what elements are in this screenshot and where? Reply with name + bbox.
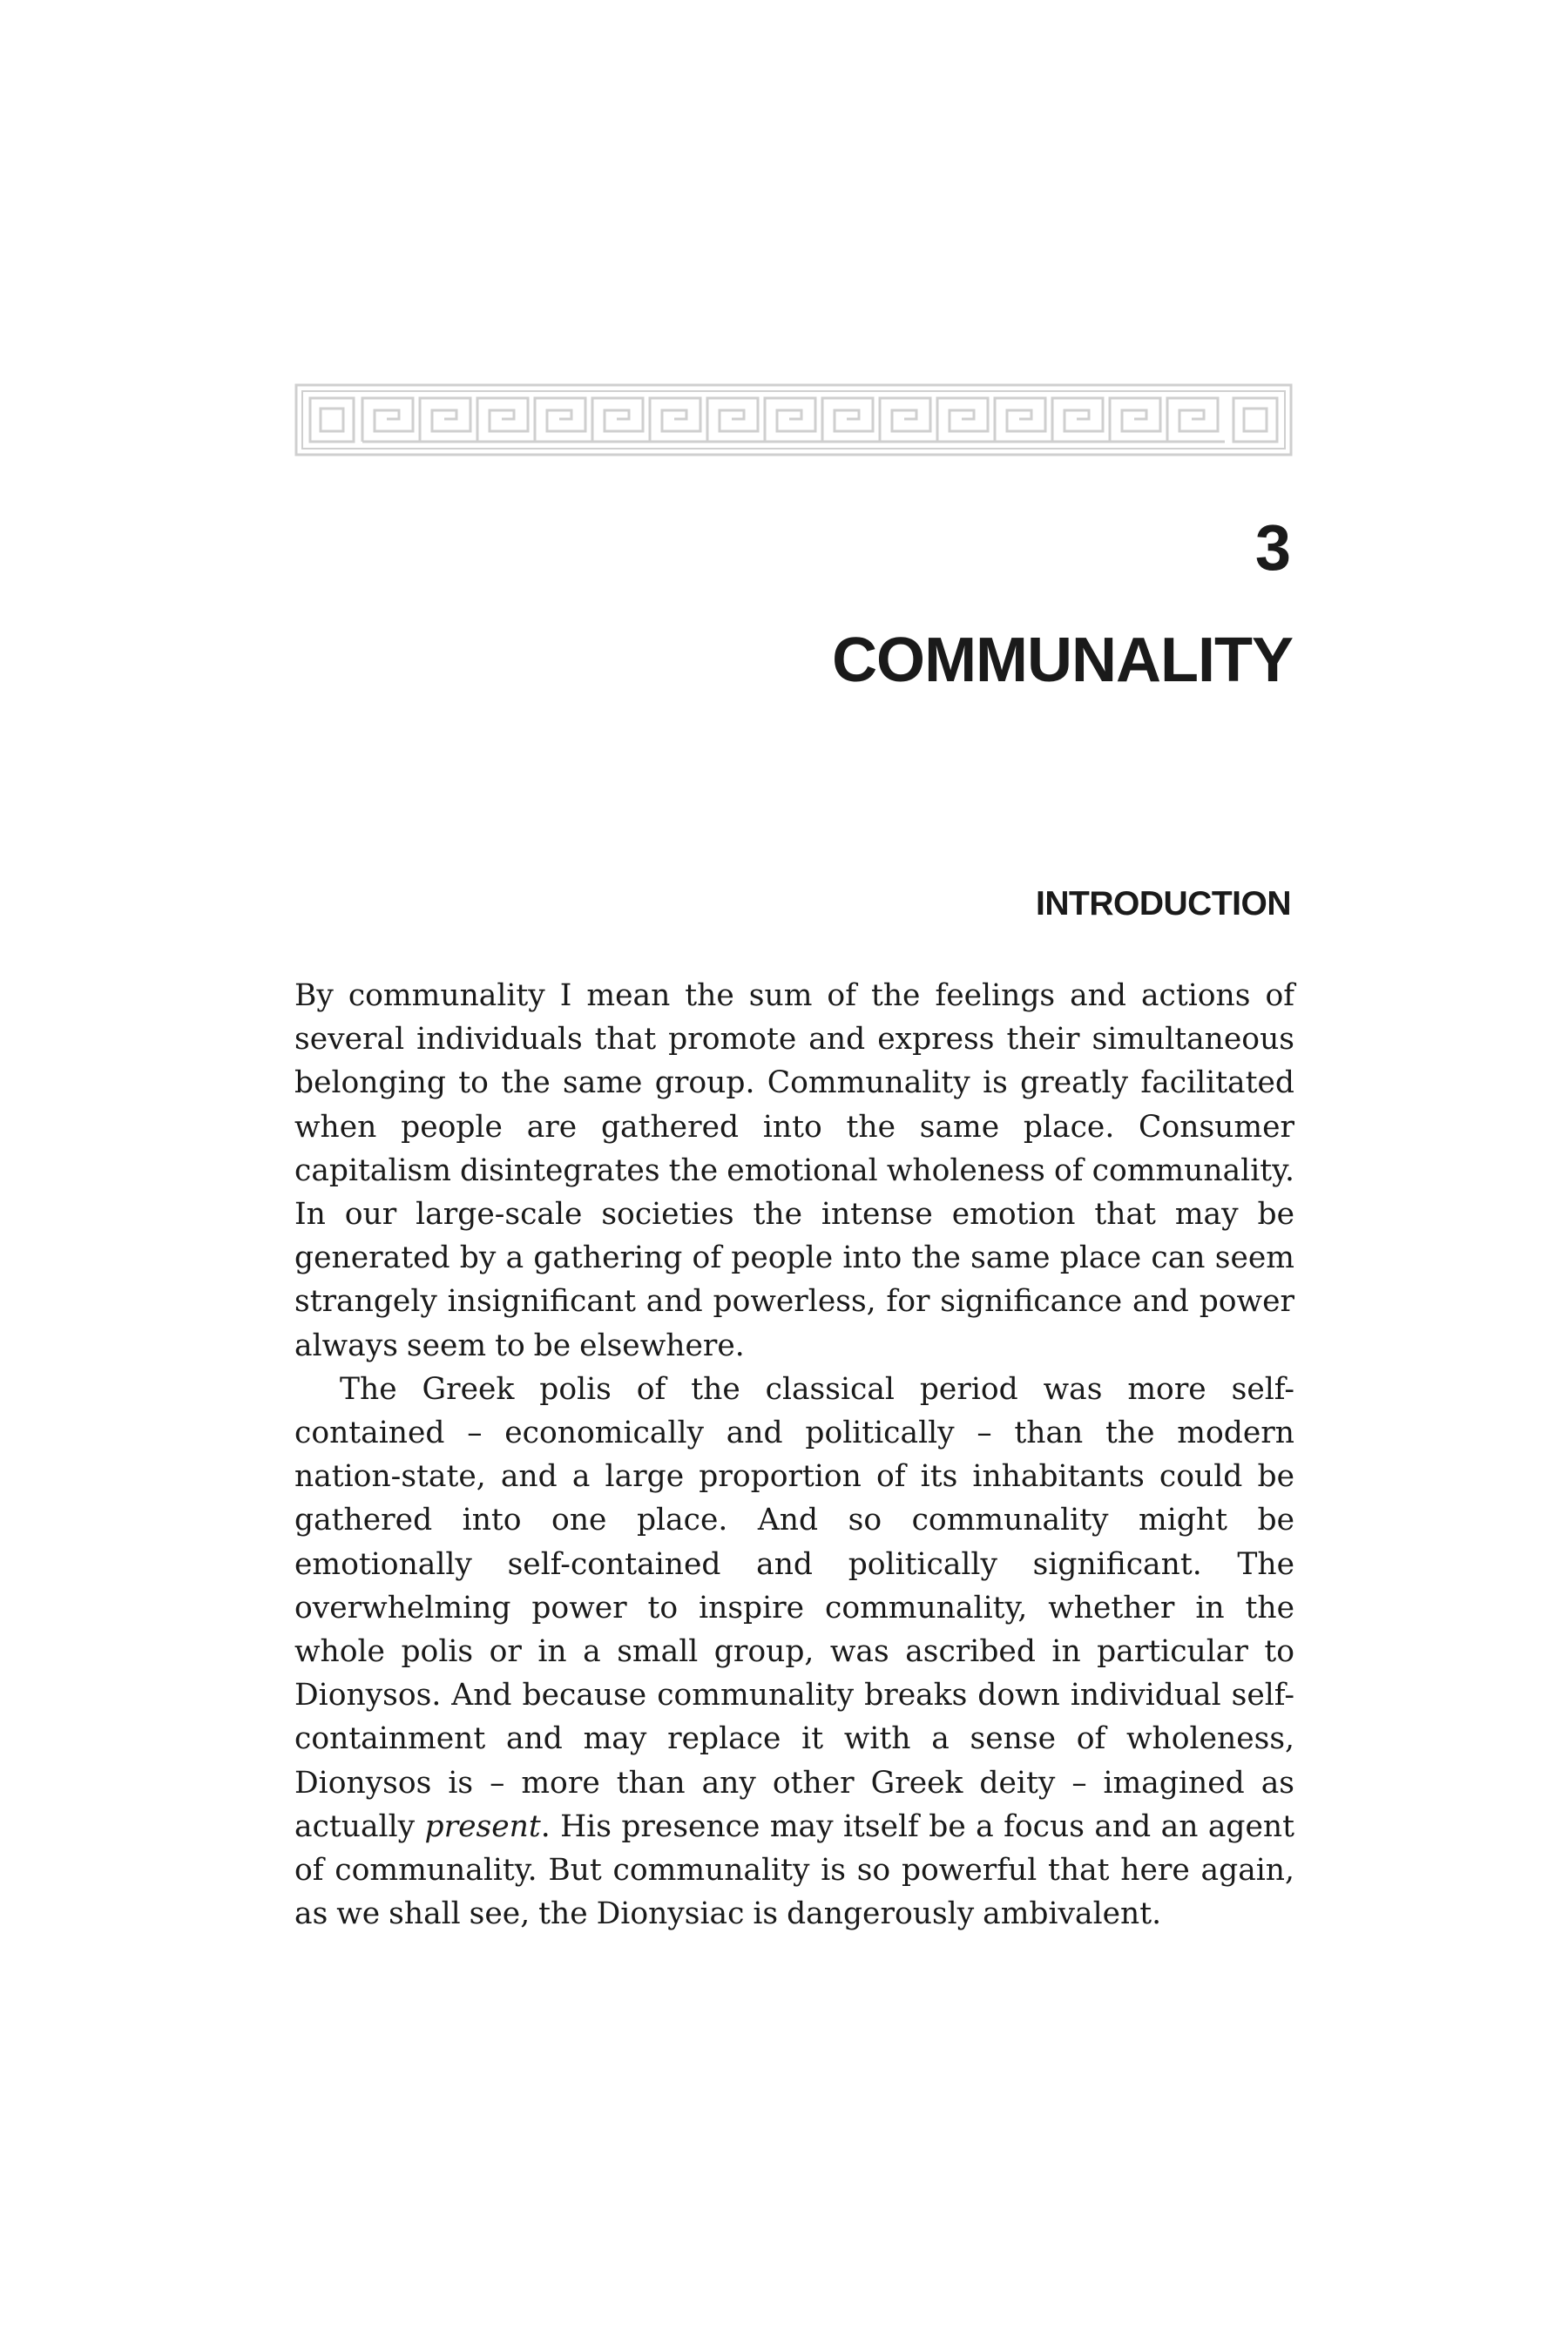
meander-unit	[880, 398, 930, 442]
meander-unit	[822, 398, 873, 442]
meander-unit	[765, 398, 815, 442]
meander-unit	[535, 398, 585, 442]
meander-unit	[707, 398, 758, 442]
meander-ornament-icon	[294, 383, 1293, 456]
meander-unit	[420, 398, 470, 442]
greek-key-border	[294, 383, 1293, 456]
paragraph-2-text-b: . His presence may itself be a focus and an agent of communality. But communality is so powerful that here again, as we shall see, the Dionysiac is dangerously ambivalent.	[294, 1808, 1294, 1932]
meander-unit	[995, 398, 1045, 442]
chapter-body	[294, 974, 1294, 1936]
meander-unit	[592, 398, 643, 442]
paragraph-2	[294, 1368, 1294, 1936]
meander-unit	[1167, 398, 1218, 442]
section-heading: INTRODUCTION	[1036, 885, 1291, 923]
meander-unit	[937, 398, 988, 442]
paragraph-2-text-a: The Greek polis of the classical period was more self-contained – economically and politically – than the modern nation-state, and a large proportion of its inhabitants could be gathered into one place. And so communality might be emotionally self-contained and politically significant. The overwhelming power to inspire communality, whether in the whole polis or in a small group, was ascribed in particular to Dionysos. And because communality breaks down individual self-containment and may replace it with a sense of wholeness, Dionysos is – more than any other Greek deity – imagined as actually	[294, 1371, 1294, 1844]
chapter-number: 3	[1254, 511, 1291, 584]
emphasis-present: present	[424, 1808, 541, 1844]
chapter-title: COMMUNALITY	[832, 625, 1293, 695]
meander-unit	[362, 398, 413, 442]
paragraph-1: By communality I mean the sum of the feelings and actions of several individuals that promote and express their simultaneous belonging to the same group. Communality is greatly facilitated when people are gathered into the same place. Consumer capitalism disintegrates the emotional wholeness of communality. In our large-scale societies the intense emotion that may be generated by a gathering of people into the same place can seem strangely insignificant and powerless, for significance and power always seem to be elsewhere.	[294, 978, 1294, 1363]
meander-unit	[650, 398, 700, 442]
meander-unit	[1052, 398, 1103, 442]
meander-unit	[477, 398, 528, 442]
meander-unit	[1110, 398, 1160, 442]
